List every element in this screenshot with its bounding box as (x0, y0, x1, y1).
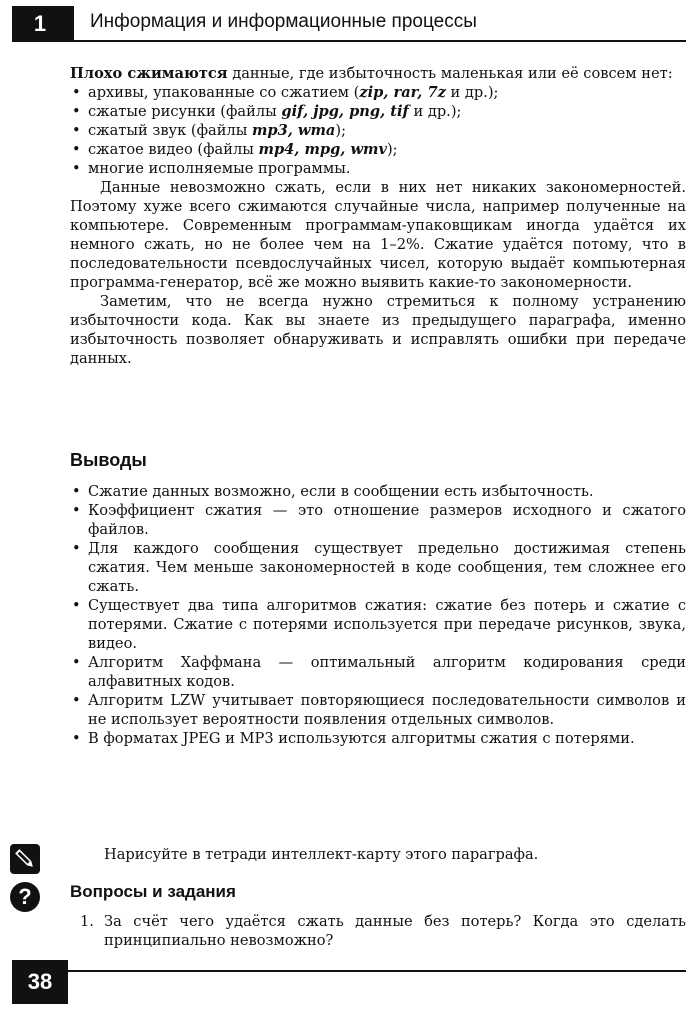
poor-compression-list (70, 83, 686, 178)
footer-rule (62, 970, 686, 972)
paragraph-random-numbers: Данные невозможно сжать, если в них нет никаких закономерностей. Поэтому хуже всего сжимаются случайные числа, например полученные на компьютере. Современным программам-упаковщикам иногда удаётся их немного сжать, но не более чем на 1–2%. Сжатие удаётся потому, что в последовательности псевдослучайных чисел, которую выдаёт компьютерная программа-генератор, всё же можно выявить какие-то закономерности. (70, 179, 686, 291)
list-item: • Коэффициент сжатия — это отношение размеров исходного и сжатого файлов. (70, 501, 686, 539)
intro-rest: данные, где избыточность маленькая или её совсем нет: (227, 65, 673, 82)
list-item: • Существует два типа алгоритмов сжатия: сжатие без потерь и сжатие с потерями. Сжатие с потерями используется при передаче рисунков, звука, видео. (70, 596, 686, 653)
conclusions-list (70, 482, 686, 748)
page-header (12, 6, 686, 44)
intro-section (70, 64, 686, 368)
list-item: • сжатое видео (файлы mp4, mpg, wmv); (70, 140, 686, 159)
conclusions-section (70, 482, 686, 748)
intro-lead: Плохо сжимаются (70, 65, 228, 82)
paragraph-redundancy: Заметим, что не всегда нужно стремиться к полному устранению избыточности кода. Как вы знаете из предыдущего параграфа, именно избыточность позволяет обнаруживать и исправлять ошибки при передаче данных. (70, 293, 686, 367)
task-text: Нарисуйте в тетради интеллект-карту этого параграфа. (104, 846, 539, 863)
intro-paragraph (70, 64, 686, 83)
chapter-title: Информация и информационные процессы (90, 11, 477, 32)
question-icon: ? (10, 882, 40, 912)
list-item: • сжатые рисунки (файлы gif, jpg, png, tif и др.); (70, 102, 686, 121)
question-number: 1. (80, 913, 94, 930)
list-item: • В форматах JPEG и MP3 используются алгоритмы сжатия с потерями. (70, 729, 686, 748)
list-item: • Алгоритм Хаффмана — оптимальный алгоритм кодирования среди алфавитных кодов. (70, 653, 686, 691)
conclusions-heading: Выводы (70, 450, 147, 470)
header-rule (74, 40, 686, 42)
list-item: • Для каждого сообщения существует предельно достижимая степень сжатия. Чем меньше закономерностей в коде сообщения, тем сложнее его сжать. (70, 539, 686, 596)
chapter-number-badge: 1 (12, 6, 74, 42)
list-item: • многие исполняемые программы. (70, 159, 686, 178)
pencil-icon (10, 844, 40, 874)
question-item (80, 912, 686, 950)
questions-list (80, 912, 686, 950)
question-text: За счёт чего удаётся сжать данные без потерь? Когда это сделать принципиально невозможно? (104, 913, 686, 949)
list-item: • Сжатие данных возможно, если в сообщении есть избыточность. (70, 482, 686, 501)
list-item: • архивы, упакованные со сжатием (zip, rar, 7z и др.); (70, 83, 686, 102)
page-number: 38 (12, 960, 68, 1004)
questions-heading: Вопросы и задания (70, 882, 236, 901)
list-item: • Алгоритм LZW учитывает повторяющиеся последовательности символов и не использует вероятности появления отдельных символов. (70, 691, 686, 729)
list-item: • сжатый звук (файлы mp3, wma); (70, 121, 686, 140)
